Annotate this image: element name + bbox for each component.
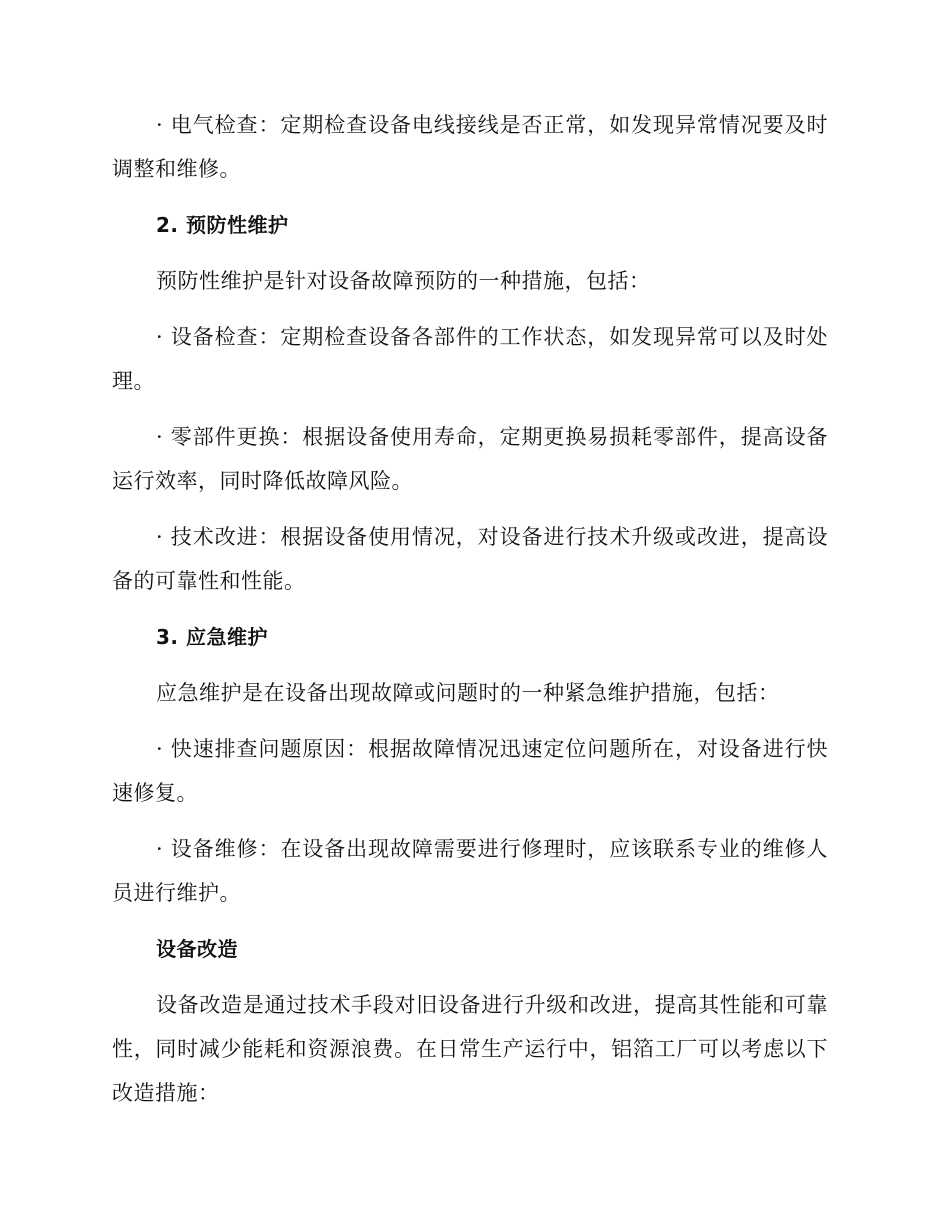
bullet-quick-troubleshoot: · 快速排查问题原因：根据故障情况迅速定位问题所在，对设备进行快速修复。 <box>112 737 828 805</box>
preventive-intro: 预防性维护是针对设备故障预防的一种措施，包括： <box>156 269 651 293</box>
emergency-intro: 应急维护是在设备出现故障或问题时的一种紧急维护措施，包括： <box>156 681 780 705</box>
document-body <box>112 103 828 1127</box>
bullet-equipment-repair: · 设备维修：在设备出现故障需要进行修理时，应该联系专业的维修人员进行维护。 <box>112 837 828 905</box>
bullet-equipment-check: · 设备检查：定期检查设备各部件的工作状态，如发现异常可以及时处理。 <box>112 325 828 393</box>
heading-emergency-maintenance: 3. 应急维护 <box>156 625 268 649</box>
bullet-parts-replacement: · 零部件更换：根据设备使用寿命，定期更换易损耗零部件，提高设备运行效率，同时降低故障风险。 <box>112 425 828 493</box>
bullet-electrical-check: · 电气检查：定期检查设备电线接线是否正常，如发现异常情况要及时调整和维修。 <box>112 113 828 181</box>
bullet-technical-improvement: · 技术改进：根据设备使用情况，对设备进行技术升级或改进，提高设备的可靠性和性能。 <box>112 525 828 593</box>
heading-preventive-maintenance: 2. 预防性维护 <box>156 213 289 237</box>
retrofit-intro: 设备改造是通过技术手段对旧设备进行升级和改进，提高其性能和可靠性，同时减少能耗和资源浪费。在日常生产运行中，铝箔工厂可以考虑以下改造措施： <box>112 993 828 1105</box>
heading-equipment-retrofit: 设备改造 <box>156 937 238 961</box>
